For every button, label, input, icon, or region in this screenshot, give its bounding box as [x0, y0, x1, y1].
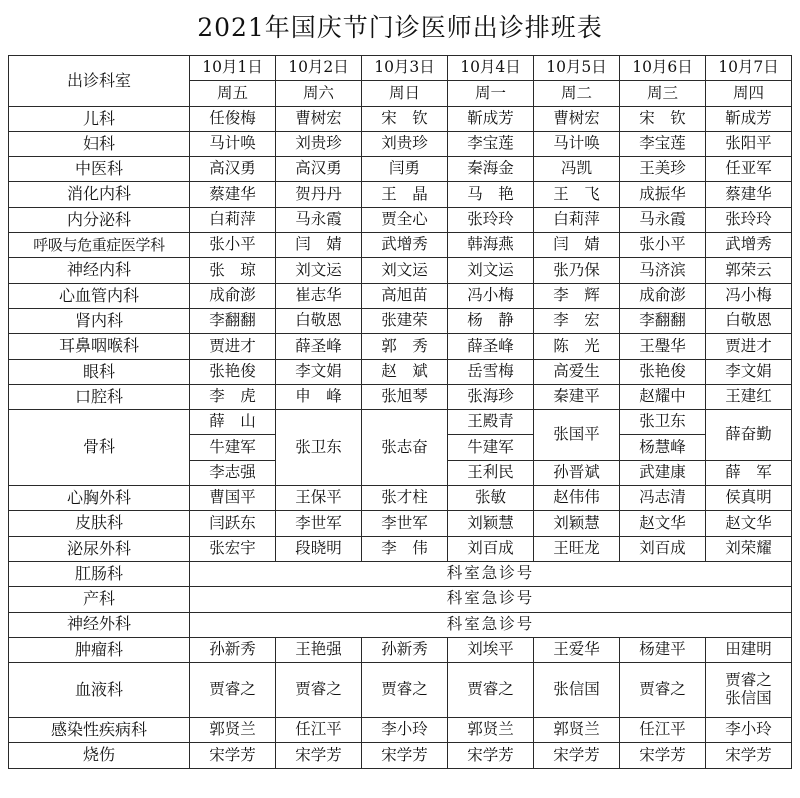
dept-name: 呼吸与危重症医学科: [9, 233, 190, 258]
doctor-cell: 宋学芳: [448, 743, 534, 768]
table-row: [9, 56, 792, 81]
doctor-cell: 刘文运: [276, 258, 362, 283]
doctor-cell: 李宝莲: [448, 131, 534, 156]
doctor-cell: 薛 山: [190, 410, 276, 435]
doctor-cell: 申 峰: [276, 384, 362, 409]
dept-name: 泌尿外科: [9, 536, 190, 561]
doctor-cell: 马济滨: [620, 258, 706, 283]
doctor-cell: 宋学芳: [706, 743, 792, 768]
doctor-cell: 李 宏: [534, 308, 620, 333]
doctor-cell: 刘颖慧: [448, 511, 534, 536]
doctor-cell: 牛建军: [448, 435, 534, 460]
doctor-cell: 李文娟: [706, 359, 792, 384]
dept-name: 内分泌科: [9, 207, 190, 232]
doctor-cell: 马计唤: [534, 131, 620, 156]
dept-name: 肿瘤科: [9, 637, 190, 662]
dept-name: 肛肠科: [9, 561, 190, 586]
doctor-cell: 高爱生: [534, 359, 620, 384]
doctor-cell: 高汉勇: [190, 157, 276, 182]
doctor-cell: 白敬恩: [276, 308, 362, 333]
doctor-cell: 孙新秀: [190, 637, 276, 662]
doctor-cell: 靳成芳: [448, 106, 534, 131]
doctor-cell: 郭贤兰: [190, 718, 276, 743]
doctor-cell: 宋 钦: [620, 106, 706, 131]
doctor-cell: 李 辉: [534, 283, 620, 308]
date-header: 10月6日: [620, 56, 706, 81]
doctor-cell: 张小平: [620, 233, 706, 258]
doctor-cell: 闫 婧: [534, 233, 620, 258]
doctor-cell: 马 艳: [448, 182, 534, 207]
doctor-cell: 贾睿之: [620, 663, 706, 718]
date-header: 10月1日: [190, 56, 276, 81]
dept-name: 神经内科: [9, 258, 190, 283]
table-row: [9, 182, 792, 207]
doctor-cell: 张志奋: [362, 410, 448, 486]
doctor-cell: 曹树宏: [534, 106, 620, 131]
doctor-cell: 马永霞: [620, 207, 706, 232]
doctor-cell: 薛圣峰: [276, 334, 362, 359]
date-header: 10月2日: [276, 56, 362, 81]
doctor-cell: 马计唤: [190, 131, 276, 156]
doctor-cell: 冯小梅: [706, 283, 792, 308]
doctor-cell: 高旭苗: [362, 283, 448, 308]
doctor-cell: 贾睿之: [276, 663, 362, 718]
doctor-cell: 闫 婧: [276, 233, 362, 258]
dept-name: 耳鼻咽喉科: [9, 334, 190, 359]
dept-name: 心血管内科: [9, 283, 190, 308]
doctor-cell: 王保平: [276, 486, 362, 511]
doctor-cell: 郭贤兰: [448, 718, 534, 743]
doctor-cell: 张 琼: [190, 258, 276, 283]
doctor-cell: 赵耀中: [620, 384, 706, 409]
doctor-cell: 宋学芳: [190, 743, 276, 768]
table-row: [9, 131, 792, 156]
weekday-header: 周二: [534, 81, 620, 106]
dept-name: 血液科: [9, 663, 190, 718]
table-row: [9, 157, 792, 182]
doctor-cell: 王旺龙: [534, 536, 620, 561]
doctor-cell: 武增秀: [706, 233, 792, 258]
doctor-cell: 杨 静: [448, 308, 534, 333]
doctor-cell: 蔡建华: [190, 182, 276, 207]
dept-name: 神经外科: [9, 612, 190, 637]
doctor-cell: 刘荣耀: [706, 536, 792, 561]
table-row: [9, 384, 792, 409]
doctor-cell: 段晓明: [276, 536, 362, 561]
emergency-note: 科室急诊号: [190, 587, 792, 612]
doctor-cell: 张玲玲: [706, 207, 792, 232]
dept-header: 出诊科室: [9, 56, 190, 107]
table-row: [9, 663, 792, 718]
doctor-cell: 贾全心: [362, 207, 448, 232]
weekday-header: 周一: [448, 81, 534, 106]
doctor-cell: 任俊梅: [190, 106, 276, 131]
doctor-cell: 刘文运: [362, 258, 448, 283]
weekday-header: 周六: [276, 81, 362, 106]
doctor-cell: 李 虎: [190, 384, 276, 409]
doctor-cell: 郭 秀: [362, 334, 448, 359]
doctor-cell: 贾进才: [190, 334, 276, 359]
doctor-cell: 牛建军: [190, 435, 276, 460]
doctor-cell: 孙新秀: [362, 637, 448, 662]
table-row: [9, 743, 792, 768]
doctor-cell: 陈 光: [534, 334, 620, 359]
doctor-cell: 李世军: [276, 511, 362, 536]
doctor-cell: 张玲玲: [448, 207, 534, 232]
table-row: [9, 486, 792, 511]
dept-name: 心胸外科: [9, 486, 190, 511]
doctor-cell: 贺丹丹: [276, 182, 362, 207]
doctor-cell: 宋 钦: [362, 106, 448, 131]
weekday-header: 周五: [190, 81, 276, 106]
doctor-cell: 李小玲: [706, 718, 792, 743]
date-header: 10月3日: [362, 56, 448, 81]
doctor-cell: 崔志华: [276, 283, 362, 308]
doctor-cell: 张艳俊: [190, 359, 276, 384]
dept-name: 中医科: [9, 157, 190, 182]
page-title: 2021年国庆节门诊医师出诊排班表: [197, 13, 603, 42]
doctor-name: 贾睿之: [725, 671, 772, 690]
doctor-cell: 曹国平: [190, 486, 276, 511]
doctor-cell: 任江平: [276, 718, 362, 743]
doctor-cell: 郭荣云: [706, 258, 792, 283]
doctor-cell: 张阳平: [706, 131, 792, 156]
doctor-name: 张信国: [725, 689, 772, 708]
doctor-cell: 成俞澎: [620, 283, 706, 308]
doctor-cell: 郭贤兰: [534, 718, 620, 743]
doctor-cell: 贾睿之: [190, 663, 276, 718]
doctor-cell: 薛奋勤: [706, 410, 792, 461]
weekday-header: 周三: [620, 81, 706, 106]
dept-name: 眼科: [9, 359, 190, 384]
dept-name: 皮肤科: [9, 511, 190, 536]
weekday-header: 周四: [706, 81, 792, 106]
doctor-cell: 宋学芳: [362, 743, 448, 768]
doctor-cell: 张信国: [534, 663, 620, 718]
doctor-cell: 刘文运: [448, 258, 534, 283]
table-row: [9, 410, 792, 435]
doctor-cell: [706, 663, 792, 718]
doctor-cell: 白敬恩: [706, 308, 792, 333]
date-header: 10月7日: [706, 56, 792, 81]
doctor-cell: 孙晋斌: [534, 460, 620, 485]
doctor-cell: 冯小梅: [448, 283, 534, 308]
doctor-cell: 张敏: [448, 486, 534, 511]
doctor-cell: 张国平: [534, 410, 620, 461]
doctor-cell: 任江平: [620, 718, 706, 743]
doctor-cell: 刘颖慧: [534, 511, 620, 536]
doctor-cell: 秦海金: [448, 157, 534, 182]
doctor-cell: 武建康: [620, 460, 706, 485]
doctor-cell: 李小玲: [362, 718, 448, 743]
doctor-cell: 宋学芳: [620, 743, 706, 768]
doctor-cell: 王 飞: [534, 182, 620, 207]
doctor-cell: 张宏宇: [190, 536, 276, 561]
doctor-cell: 冯凯: [534, 157, 620, 182]
doctor-cell: 李文娟: [276, 359, 362, 384]
doctor-cell: 赵 斌: [362, 359, 448, 384]
doctor-cell: 贾进才: [706, 334, 792, 359]
doctor-cell: 武增秀: [362, 233, 448, 258]
table-row: [9, 106, 792, 131]
doctor-cell: 李翻翻: [620, 308, 706, 333]
dept-name: 消化内科: [9, 182, 190, 207]
doctor-cell: 王爱华: [534, 637, 620, 662]
doctor-cell: 成俞澎: [190, 283, 276, 308]
doctor-cell: 韩海燕: [448, 233, 534, 258]
dept-name: 骨科: [9, 410, 190, 486]
doctor-cell: 白莉萍: [190, 207, 276, 232]
table-row: [9, 561, 792, 586]
doctor-cell: 蔡建华: [706, 182, 792, 207]
dept-name: 感染性疾病科: [9, 718, 190, 743]
doctor-cell: 张海珍: [448, 384, 534, 409]
doctor-cell: 贾睿之: [448, 663, 534, 718]
doctor-cell: 宋学芳: [534, 743, 620, 768]
doctor-cell: 白莉萍: [534, 207, 620, 232]
table-row: [9, 334, 792, 359]
doctor-cell: 任亚军: [706, 157, 792, 182]
table-row: [9, 511, 792, 536]
table-row: [9, 718, 792, 743]
doctor-cell: 闫勇: [362, 157, 448, 182]
doctor-cell: 张艳俊: [620, 359, 706, 384]
doctor-cell: 张小平: [190, 233, 276, 258]
doctor-cell: 王 晶: [362, 182, 448, 207]
doctor-cell: 刘百成: [620, 536, 706, 561]
doctor-cell: 马永霞: [276, 207, 362, 232]
doctor-cell: 李世军: [362, 511, 448, 536]
doctor-cell: 薛圣峰: [448, 334, 534, 359]
date-header: 10月4日: [448, 56, 534, 81]
doctor-cell: 刘埃平: [448, 637, 534, 662]
table-row: [9, 283, 792, 308]
table-row: [9, 637, 792, 662]
doctor-cell: 杨慧峰: [620, 435, 706, 460]
dept-name: 肾内科: [9, 308, 190, 333]
dept-name: 口腔科: [9, 384, 190, 409]
doctor-cell: 张才柱: [362, 486, 448, 511]
doctor-cell: 赵文华: [620, 511, 706, 536]
doctor-cell: 张卫东: [620, 410, 706, 435]
doctor-cell: 王殿青: [448, 410, 534, 435]
dept-name: 妇科: [9, 131, 190, 156]
doctor-cell: 王美珍: [620, 157, 706, 182]
table-row: [9, 587, 792, 612]
table-row: [9, 536, 792, 561]
table-row: [9, 258, 792, 283]
doctor-cell: 张旭琴: [362, 384, 448, 409]
dept-name: 产科: [9, 587, 190, 612]
doctor-cell: 秦建平: [534, 384, 620, 409]
doctor-cell: 刘百成: [448, 536, 534, 561]
weekday-header: 周日: [362, 81, 448, 106]
doctor-cell: 赵伟伟: [534, 486, 620, 511]
doctor-cell: 靳成芳: [706, 106, 792, 131]
doctor-cell: 张卫东: [276, 410, 362, 486]
doctor-cell: 曹树宏: [276, 106, 362, 131]
doctor-cell: 高汉勇: [276, 157, 362, 182]
table-row: [9, 612, 792, 637]
emergency-note: 科室急诊号: [190, 561, 792, 586]
doctor-cell: 张建荣: [362, 308, 448, 333]
doctor-cell: 薛 军: [706, 460, 792, 485]
doctor-cell: 赵文华: [706, 511, 792, 536]
doctor-cell: 贾睿之: [362, 663, 448, 718]
doctor-cell: 李 伟: [362, 536, 448, 561]
doctor-cell: 王璺华: [620, 334, 706, 359]
table-row: [9, 233, 792, 258]
doctor-cell: 李宝莲: [620, 131, 706, 156]
doctor-cell: 田建明: [706, 637, 792, 662]
doctor-cell: 刘贵珍: [276, 131, 362, 156]
emergency-note: 科室急诊号: [190, 612, 792, 637]
doctor-cell: 王利民: [448, 460, 534, 485]
doctor-cell: 王艳强: [276, 637, 362, 662]
doctor-cell: 李翻翻: [190, 308, 276, 333]
doctor-cell: 李志强: [190, 460, 276, 485]
schedule-table: [8, 55, 792, 769]
date-header: 10月5日: [534, 56, 620, 81]
doctor-cell: 冯志清: [620, 486, 706, 511]
doctor-cell: 宋学芳: [276, 743, 362, 768]
doctor-cell: 杨建平: [620, 637, 706, 662]
dept-name: 儿科: [9, 106, 190, 131]
table-row: [9, 207, 792, 232]
doctor-cell: 闫跃东: [190, 511, 276, 536]
doctor-cell: 刘贵珍: [362, 131, 448, 156]
doctor-cell: 王建红: [706, 384, 792, 409]
doctor-cell: 成振华: [620, 182, 706, 207]
table-row: [9, 359, 792, 384]
doctor-cell: 侯真明: [706, 486, 792, 511]
doctor-cell: 张乃保: [534, 258, 620, 283]
table-row: [9, 308, 792, 333]
doctor-cell: 岳雪梅: [448, 359, 534, 384]
dept-name: 烧伤: [9, 743, 190, 768]
